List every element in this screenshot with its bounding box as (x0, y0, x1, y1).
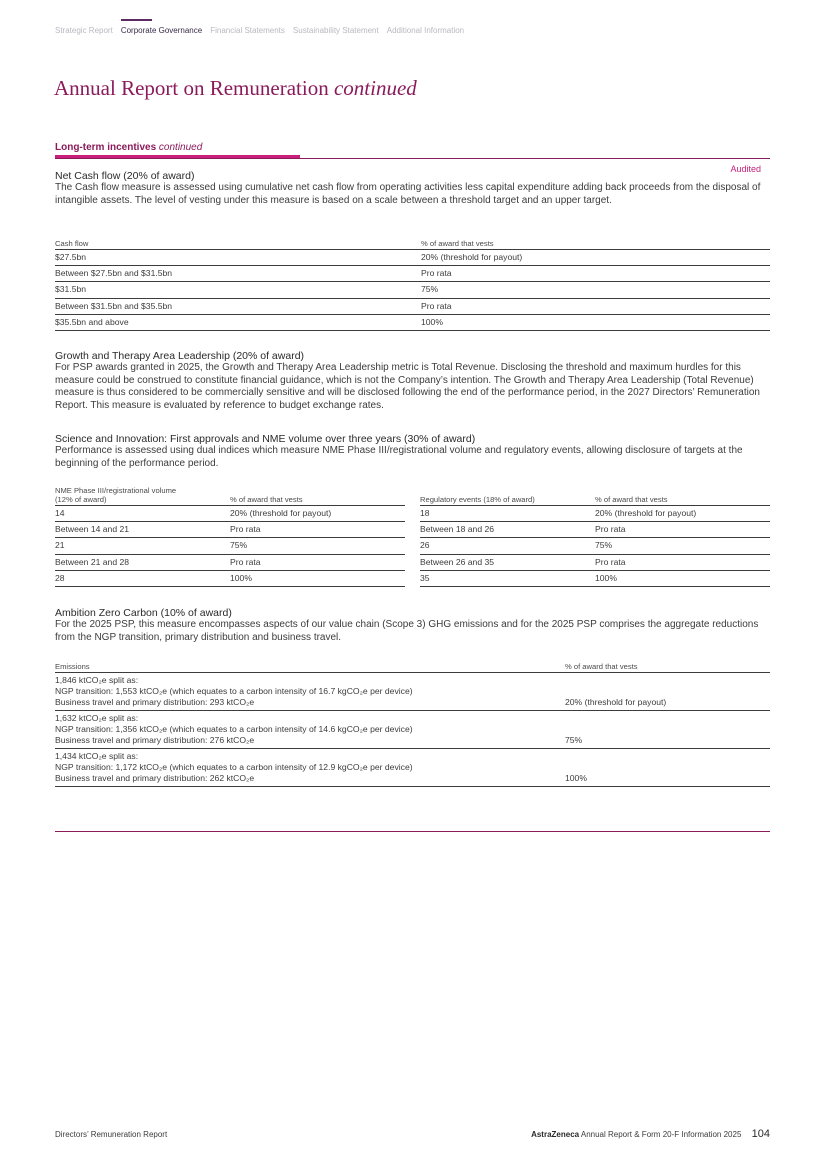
growth-section (55, 350, 770, 412)
column-header: % of award that vests (421, 239, 770, 250)
nme-table-wrap (55, 486, 405, 587)
cell: Between 26 and 35 (420, 554, 595, 570)
cell: Pro rata (421, 298, 770, 314)
section-heading (55, 142, 202, 153)
cell: 35 (420, 570, 595, 586)
cell: Pro rata (230, 522, 405, 538)
table-row (55, 266, 770, 282)
section-heading-suffix: continued (158, 142, 203, 153)
emissions-travel: Business travel and primary distribution: 262 ktCO₂e (55, 773, 255, 783)
emissions-cell (55, 673, 565, 711)
cashflow-section (55, 170, 770, 207)
cell: 20% (threshold for payout) (595, 506, 770, 522)
table-row (55, 506, 405, 522)
cell: Between 21 and 28 (55, 554, 230, 570)
column-header: Emissions (55, 662, 565, 673)
cell: 28 (55, 570, 230, 586)
footer-brand: AstraZeneca (531, 1130, 580, 1139)
table-row (55, 522, 405, 538)
cell: $35.5bn and above (55, 314, 421, 330)
page-title-suffix: continued (333, 76, 417, 100)
science-section (55, 433, 770, 470)
nav-financial-statements[interactable]: Financial Statements (210, 26, 285, 35)
footer-publication-title: Annual Report & Form 20-F Information 2025 (580, 1130, 742, 1139)
cell: $31.5bn (55, 282, 421, 298)
cell: Pro rata (595, 554, 770, 570)
table-row (55, 538, 405, 554)
cell: Pro rata (230, 554, 405, 570)
table-row (420, 538, 770, 554)
cell: 20% (threshold for payout) (421, 250, 770, 266)
table-header-row (55, 486, 405, 506)
table-row (55, 749, 770, 787)
cell: 100% (230, 570, 405, 586)
regulatory-table-wrap (420, 486, 770, 587)
cashflow-table (55, 239, 770, 331)
table-header-row (420, 486, 770, 506)
table-row (420, 506, 770, 522)
cell: 75% (230, 538, 405, 554)
section-heading-main: Long-term incentives (55, 142, 157, 153)
cell: Between $31.5bn and $35.5bn (55, 298, 421, 314)
table-row (55, 570, 405, 586)
cell: 75% (595, 538, 770, 554)
cell: Between 18 and 26 (420, 522, 595, 538)
cell: 18 (420, 506, 595, 522)
nav-sustainability-statement[interactable]: Sustainability Statement (292, 26, 379, 35)
top-navigation (55, 26, 472, 35)
cashflow-table-wrap (55, 239, 770, 331)
table-row (420, 570, 770, 586)
table-header-row (55, 239, 770, 250)
cell: 20% (threshold for payout) (230, 506, 405, 522)
cell: Pro rata (595, 522, 770, 538)
cell: 100% (595, 570, 770, 586)
column-header: % of award that vests (230, 486, 405, 506)
table-row (55, 250, 770, 266)
emissions-ngp: NGP transition: 1,553 ktCO₂e (which equates to a carbon intensity of 16.7 kgCO₂e per device) (55, 686, 413, 696)
content-end-divider (55, 831, 770, 832)
cell: Between 14 and 21 (55, 522, 230, 538)
page-number: 104 (751, 1128, 770, 1140)
cell: 21 (55, 538, 230, 554)
header-line: (12% of award) (55, 495, 107, 504)
nav-additional-information[interactable]: Additional Information (386, 26, 465, 35)
emissions-cell (55, 711, 565, 749)
audited-label: Audited (730, 164, 761, 174)
regulatory-events-table (420, 486, 770, 587)
emissions-table-wrap (55, 662, 770, 787)
carbon-text: For the 2025 PSP, this measure encompasses aspects of our value chain (Scope 3) GHG emissions and for the 2025 PSP comprises the aggregate reductions from the NGP transition, primary distribution and business travel. (55, 619, 759, 643)
emissions-total: 1,434 ktCO₂e split as: (55, 751, 139, 761)
page-title (54, 76, 417, 101)
nav-strategic-report[interactable]: Strategic Report (55, 26, 113, 35)
cashflow-text: The Cash flow measure is assessed using cumulative net cash flow from operating activities less capital expenditure adding back proceeds from the disposal of intangible assets. The level of vesting under this measure is based on a scale between a threshold target and an upper target. (55, 182, 761, 206)
column-header: Regulatory events (18% of award) (420, 486, 595, 506)
emissions-total: 1,846 ktCO₂e split as: (55, 675, 139, 685)
science-text: Performance is assessed using dual indices which measure NME Phase III/registrational volume and regulatory events, allowing disclosure of targets at the beginning of the performance period. (55, 445, 743, 469)
table-row (55, 314, 770, 330)
table-row (420, 554, 770, 570)
column-header (55, 486, 230, 506)
emissions-ngp: NGP transition: 1,356 ktCO₂e (which equates to a carbon intensity of 14.6 kgCO₂e per device) (55, 724, 413, 734)
column-header: % of award that vests (595, 486, 770, 506)
table-row (55, 298, 770, 314)
nav-corporate-governance[interactable]: Corporate Governance (120, 26, 203, 35)
table-row (55, 282, 770, 298)
header-line: NME Phase III/registrational volume (55, 486, 177, 495)
carbon-heading: Ambition Zero Carbon (10% of award) (55, 607, 232, 619)
cell: 100% (565, 749, 770, 787)
cell: 26 (420, 538, 595, 554)
emissions-travel: Business travel and primary distribution: 293 ktCO₂e (55, 697, 255, 707)
table-row (55, 554, 405, 570)
science-heading: Science and Innovation: First approvals and NME volume over three years (30% of award) (55, 433, 476, 445)
table-row (55, 711, 770, 749)
growth-heading: Growth and Therapy Area Leadership (20% of award) (55, 350, 305, 362)
growth-text: For PSP awards granted in 2025, the Growth and Therapy Area Leadership metric is Total Revenue. Disclosing the threshold and maximum hurdles for this measure could be construed to constitute financial guidance, which is not the Company’s intention. The Growth and Therapy Area Leadership (Total Revenue) measure is thus considered to be commercially sensitive and will be disclosed following the end of the performance period, in the 2027 Directors’ Remuneration Report. This measure is evaluated by reference to budget exchange rates. (55, 362, 760, 411)
table-row (420, 522, 770, 538)
emissions-ngp: NGP transition: 1,172 ktCO₂e (which equates to a carbon intensity of 12.9 kgCO₂e per device) (55, 762, 413, 772)
cell: Between $27.5bn and $31.5bn (55, 266, 421, 282)
emissions-table (55, 662, 770, 787)
emissions-cell (55, 749, 565, 787)
cell: 100% (421, 314, 770, 330)
footer-section-link[interactable]: Directors’ Remuneration Report (55, 1130, 168, 1139)
carbon-section (55, 607, 770, 644)
cashflow-heading: Net Cash flow (20% of award) (55, 170, 195, 182)
cell: Pro rata (421, 266, 770, 282)
section-divider (55, 158, 770, 159)
emissions-travel: Business travel and primary distribution: 276 ktCO₂e (55, 735, 255, 745)
nme-volume-table (55, 486, 405, 587)
table-row (55, 673, 770, 711)
page-title-main: Annual Report on Remuneration (54, 76, 329, 100)
cell: 75% (421, 282, 770, 298)
cell: $27.5bn (55, 250, 421, 266)
emissions-total: 1,632 ktCO₂e split as: (55, 713, 139, 723)
column-header: % of award that vests (565, 662, 770, 673)
cell: 20% (threshold for payout) (565, 673, 770, 711)
table-header-row (55, 662, 770, 673)
cell: 14 (55, 506, 230, 522)
footer-publication (531, 1128, 770, 1140)
cell: 75% (565, 711, 770, 749)
column-header: Cash flow (55, 239, 421, 250)
